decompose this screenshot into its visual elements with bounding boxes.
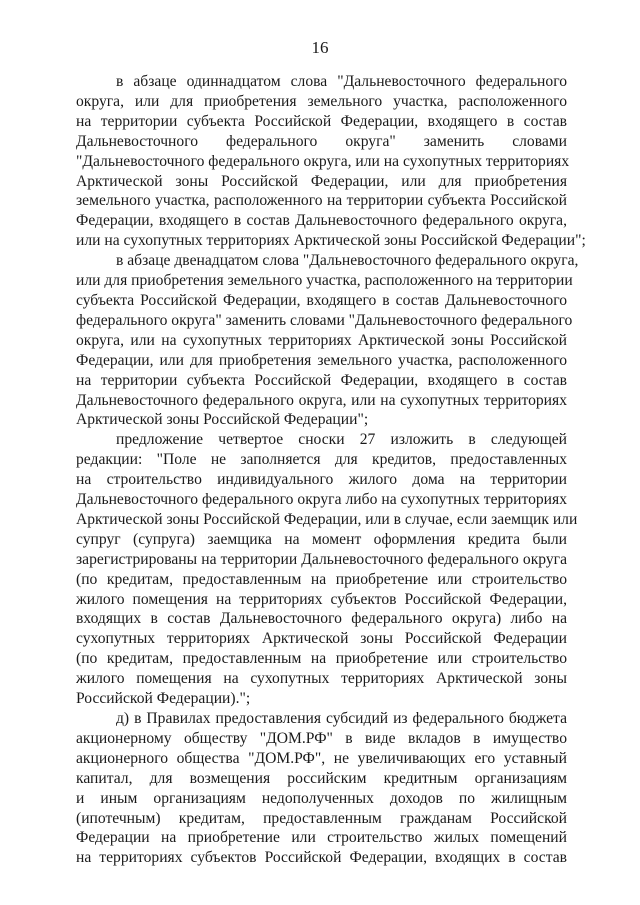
text-line: зарегистрированы на территории Дальневосточного федерального округа: [76, 550, 567, 568]
text-line: акционерному обществу "ДОМ.РФ" в виде вкладов в имущество: [76, 729, 567, 747]
text-line: капитал, для возмещения российским кредитным организациям: [76, 769, 567, 787]
text-line: федерального округа" заменить словами "Дальневосточного федерального: [76, 311, 573, 329]
text-line: и иным организациям недополученных доходов по жилищным: [76, 789, 567, 807]
page-number: 16: [311, 38, 329, 57]
paragraph: [76, 251, 579, 430]
text-line: в абзаце двенадцатом слова "Дальневосточного федерального округа,: [116, 252, 579, 270]
paragraph: [76, 709, 567, 868]
text-line: Дальневосточного федерального округа, или на сухопутных территориях: [76, 391, 567, 409]
text-line: д) в Правилах предоставления субсидий из федерального бюджета: [116, 710, 567, 727]
text-line: (по кредитам, предоставленным на приобретение или строительство: [76, 570, 567, 588]
text-line: предложение четвертое сноски 27 изложить в следующей: [116, 431, 567, 449]
text-line: входящих в состав Дальневосточного федерального округа) либо на: [76, 610, 567, 628]
text-line: Российской Федерации).";: [76, 690, 251, 708]
text-line: Федерации, или для приобретения земельного участка, расположенного: [76, 351, 567, 369]
text-line: жилого помещения на сухопутных территориях Арктической зоны: [76, 670, 567, 688]
text-line: жилого помещения на территориях субъектов Российской Федерации,: [76, 590, 567, 608]
text-line: в абзаце одиннадцатом слова "Дальневосточного федерального: [116, 73, 567, 90]
text-line: или на сухопутных территориях Арктической зоны Российской Федерации";: [76, 232, 586, 250]
text-line: редакции: "Поле не заполняется для кредитов, предоставленных: [76, 451, 567, 469]
text-line: Арктической зоны Российской Федерации";: [76, 411, 369, 429]
text-line: Дальневосточного федерального округа" заменить словами: [76, 132, 567, 150]
text-line: на строительство индивидуального жилого дома на территории: [76, 471, 567, 489]
text-line: округа, или на сухопутных территориях Арктической зоны Российской: [76, 331, 567, 349]
text-line: "Дальневосточного федерального округа, или на сухопутных территориях: [76, 152, 570, 170]
text-line: сухопутных территориях Арктической зоны Российской Федерации: [76, 630, 567, 648]
paragraph: [76, 430, 578, 709]
text-line: Дальневосточного федерального округа либо на сухопутных территориях: [76, 491, 567, 509]
text-line: Арктической зоны Российской Федерации, или для приобретения: [76, 172, 567, 190]
text-line: (по кредитам, предоставленным на приобретение или строительство: [76, 650, 567, 668]
text-line: субъекта Российской Федерации, входящего в состав Дальневосточного: [76, 291, 567, 309]
text-line: Арктической зоны Российской Федерации, или в случае, если заемщик или: [76, 510, 578, 528]
text-line: на территории субъекта Российской Федерации, входящего в состав: [76, 112, 567, 130]
text-line: (ипотечным) кредитам, предоставленным гражданам Российской: [76, 809, 567, 827]
paragraph: [76, 72, 586, 251]
text-line: или для приобретения земельного участка, расположенного на территории: [76, 272, 573, 290]
text-line: на территориях субъектов Российской Федерации, входящих в состав: [76, 849, 567, 867]
text-line: супруг (супруга) заемщика на момент оформления кредита были: [76, 530, 567, 548]
text-line: на территории субъекта Российской Федерации, входящего в состав: [76, 371, 567, 389]
text-line: земельного участка, расположенного на территории субъекта Российской: [76, 192, 567, 210]
text-line: округа, или для приобретения земельного участка, расположенного: [76, 92, 567, 110]
text-line: Федерации, входящего в состав Дальневосточного федерального округа,: [76, 212, 567, 230]
text-line: Федерации на приобретение или строительство жилых помещений: [76, 829, 567, 847]
document-body: [76, 72, 586, 868]
text-line: акционерного общества "ДОМ.РФ", не увеличивающих его уставный: [76, 749, 567, 767]
